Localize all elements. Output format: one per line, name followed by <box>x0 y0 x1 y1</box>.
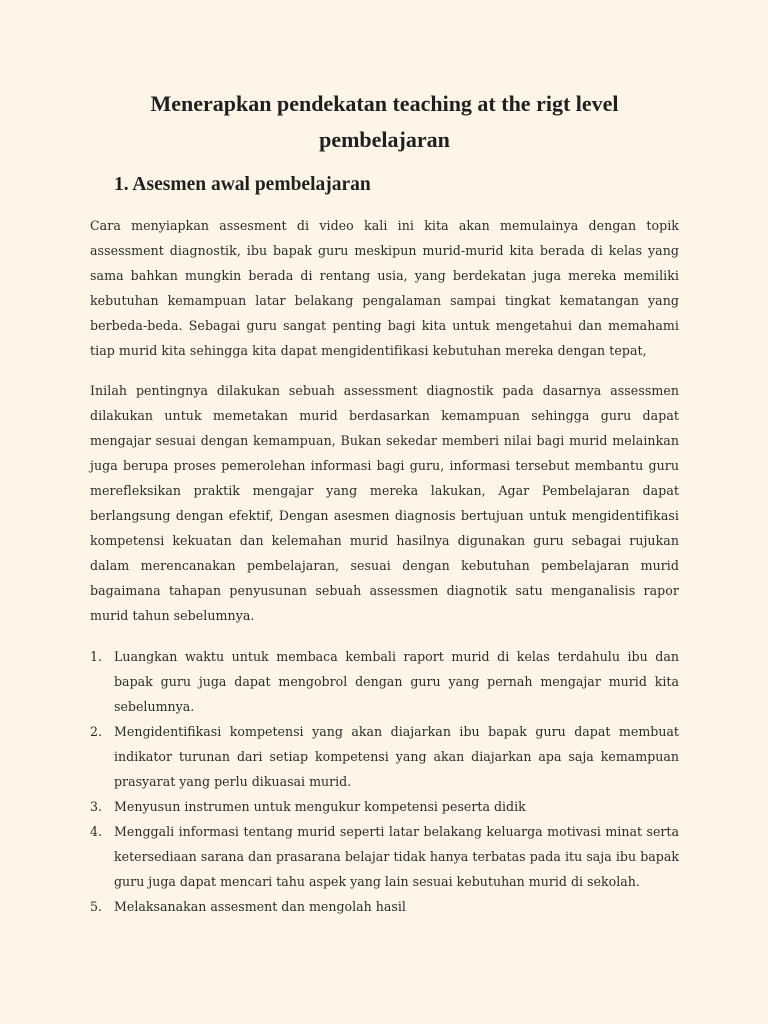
list-item-text: Mengidentifikasi kompetensi yang akan diajarkan ibu bapak guru dapat membuat indikator turunan dari setiap kompetensi yang akan diajarkan apa saja kemampuan prasyarat yang perlu dikuasai murid. <box>114 724 679 789</box>
section-heading: 1. Asesmen awal pembelajaran <box>114 174 371 195</box>
list-item-number: 5. <box>90 899 103 914</box>
list-item-number: 2. <box>90 724 103 739</box>
document-page <box>90 86 679 919</box>
list-item-number: 3. <box>90 799 103 814</box>
steps-list <box>90 644 679 919</box>
document-title: Menerapkan pendekatan teaching at the rigt level pembelajaran <box>150 91 619 152</box>
list-item-text: Menggali informasi tentang murid seperti latar belakang keluarga motivasi minat serta ketersediaan sarana dan prasarana belajar tidak hanya terbatas pada itu saja ibu bapak guru juga dapat mencari tahu aspek yang lain sesuai kebutuhan murid di sekolah. <box>114 824 679 889</box>
paragraph-intro: Cara menyiapkan assesment di video kali ini kita akan memulainya dengan topik assessment diagnostik, ibu bapak guru meskipun murid-murid kita berada di kelas yang sama bahkan mungkin berada di rentang usia, yang berdekatan juga mereka memiliki kebutuhan kemampuan latar belakang pengalaman sampai tingkat kematangan yang berbeda-beda. Sebagai guru sangat penting bagi kita untuk mengetahui dan memahami tiap murid kita sehingga kita dapat mengidentifikasi kebutuhan mereka dengan tepat, <box>90 218 679 358</box>
list-item-number: 1. <box>90 649 103 664</box>
list-item-number: 4. <box>90 824 103 839</box>
list-item <box>90 894 679 919</box>
list-item-text: Luangkan waktu untuk membaca kembali raport murid di kelas terdahulu ibu dan bapak guru juga dapat mengobrol dengan guru yang pernah mengajar murid kita sebelumnya. <box>114 649 679 714</box>
list-item-text: Melaksanakan assesment dan mengolah hasil <box>114 899 406 914</box>
paragraph-diagnostic: Inilah pentingnya dilakukan sebuah assessment diagnostik pada dasarnya assessmen dilakukan untuk memetakan murid berdasarkan kemampuan sehingga guru dapat mengajar sesuai dengan kemampuan, Bukan sekedar memberi nilai bagi murid melainkan juga berupa proses pemerolehan informasi bagi guru, informasi tersebut membantu guru merefleksikan praktik mengajar yang mereka lakukan, Agar Pembelajaran dapat berlangsung dengan efektif, Dengan asesmen diagnosis bertujuan untuk mengidentifikasi kompetensi kekuatan dan kelemahan murid hasilnya digunakan guru sebagai rujukan dalam merencanakan pembelajaran, sesuai dengan kebutuhan pembelajaran murid bagaimana tahapan penyusunan sebuah assessmen diagnotik satu menganalisis rapor murid tahun sebelumnya. <box>90 383 679 623</box>
list-item <box>90 719 679 794</box>
list-item <box>90 794 679 819</box>
list-item-text: Menyusun instrumen untuk mengukur kompetensi peserta didik <box>114 799 526 814</box>
list-item <box>90 819 679 894</box>
list-item <box>90 644 679 719</box>
